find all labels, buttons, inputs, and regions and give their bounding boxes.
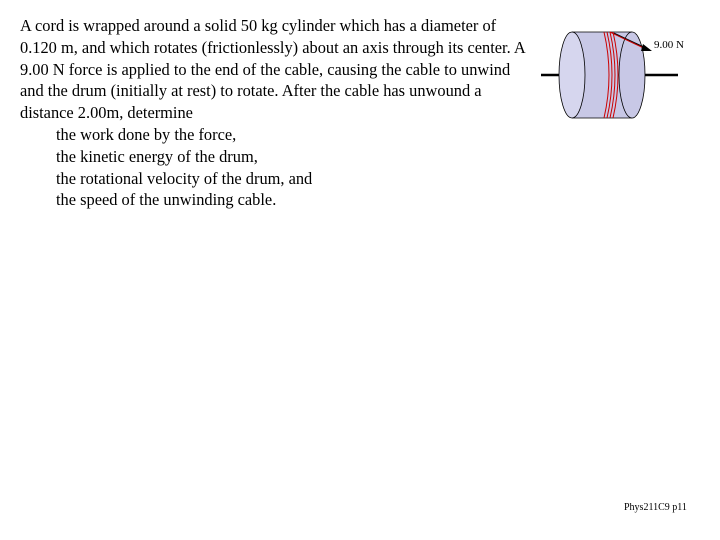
cylinder-right-face: [619, 32, 645, 118]
question-kinetic-energy: the kinetic energy of the drum,: [56, 146, 258, 166]
question-cable-speed: the speed of the unwinding cable.: [56, 190, 277, 210]
force-arrowhead: [641, 44, 652, 51]
problem-statement: A cord is wrapped around a solid 50 kg cylinder which has a diameter of 0.120 m, and which rotates (frictionlessly) about an axis through its center. A 9.00 N force is applied to the end of the cable, causing the cable to unwind and the drum (initially at rest) to rotate. After the cable has unwound a distance 2.00m, determine: [20, 16, 525, 123]
question-list: [20, 124, 530, 211]
page-footer: Phys211C9 p11: [624, 502, 687, 513]
question-rotational-velocity: the rotational velocity of the drum, and: [56, 168, 313, 188]
cylinder-diagram: [535, 22, 715, 127]
problem-text: [20, 15, 530, 211]
question-work: the work done by the force,: [56, 124, 237, 144]
cylinder-left-face: [559, 32, 585, 118]
force-label: 9.00 N: [654, 39, 684, 51]
